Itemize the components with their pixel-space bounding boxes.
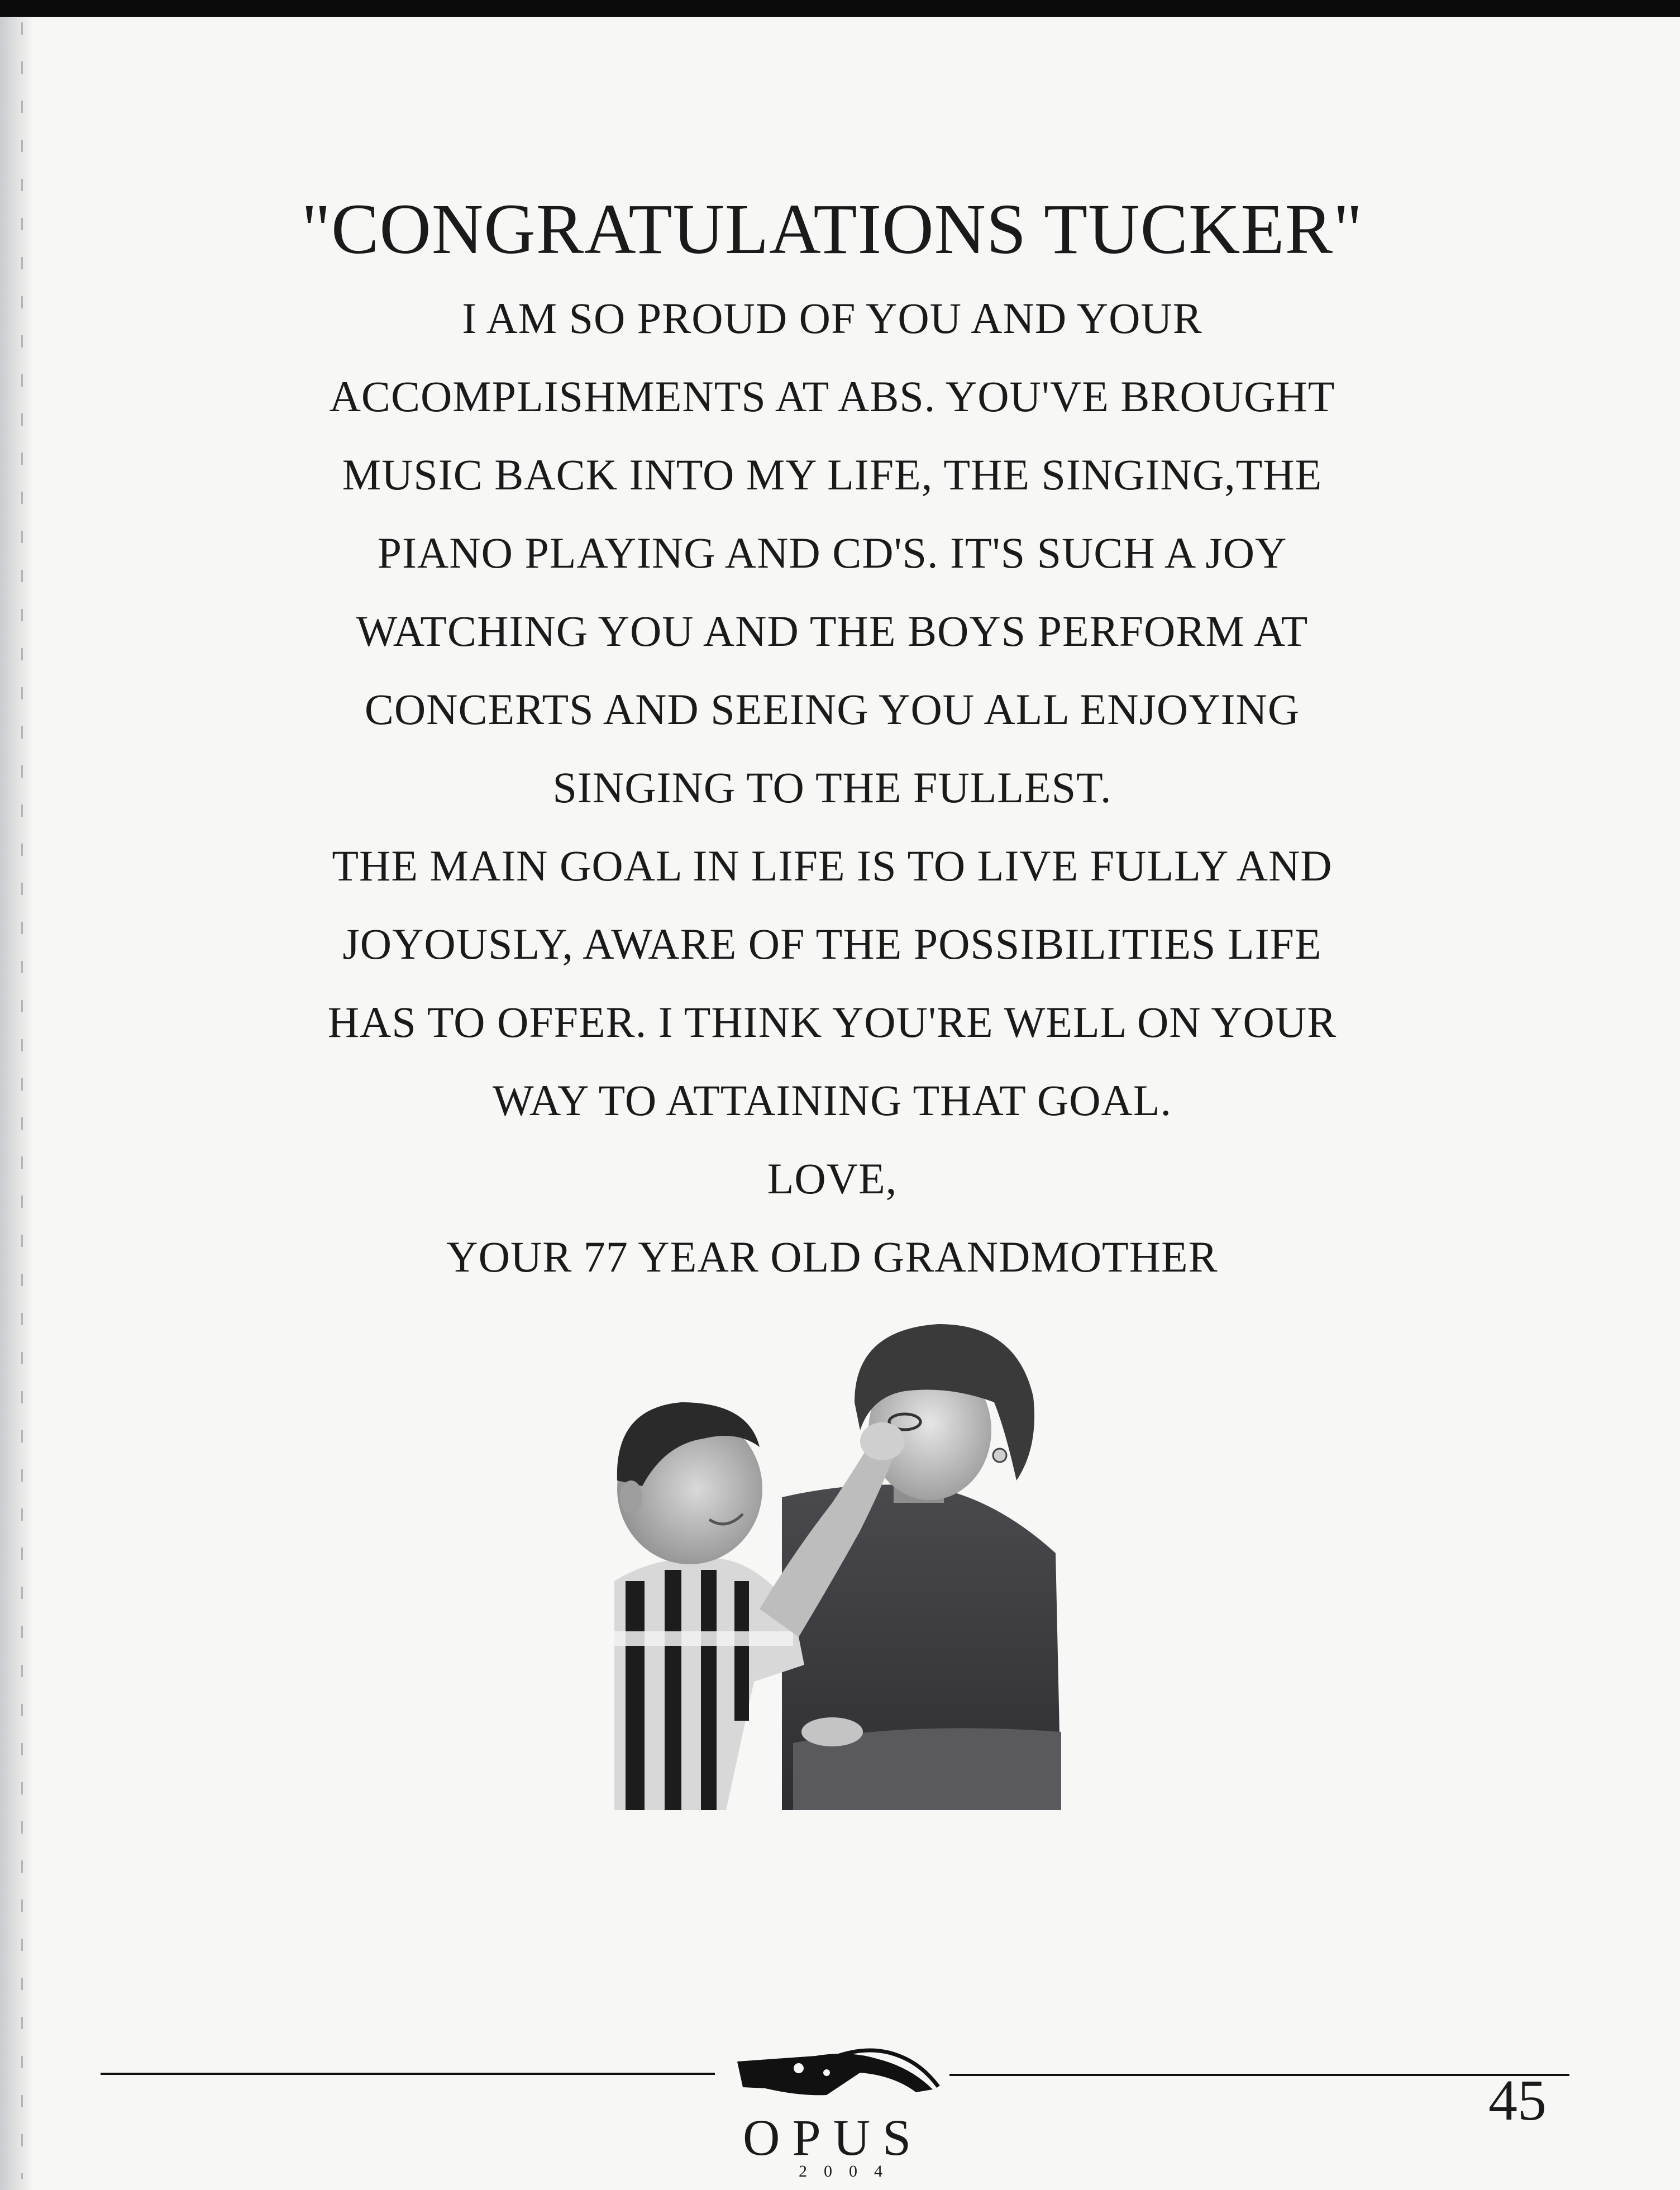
letter-line: I AM SO PROUD OF YOU AND YOUR bbox=[462, 294, 1202, 342]
footer-rule-right bbox=[949, 2074, 1569, 2076]
scan-top-edge bbox=[0, 0, 1680, 17]
letter-signature: YOUR 77 YEAR OLD GRANDMOTHER bbox=[446, 1232, 1218, 1281]
car-silhouette-icon bbox=[732, 2034, 944, 2112]
letter-line: THE MAIN GOAL IN LIFE IS TO LIVE FULLY AND bbox=[332, 841, 1333, 890]
logo-text: OPUS bbox=[743, 2109, 924, 2166]
letter-closing: LOVE, bbox=[767, 1154, 898, 1203]
letter-title: "CONGRATULATIONS TUCKER" bbox=[301, 189, 1363, 269]
page-binding-shadow bbox=[0, 17, 34, 2190]
binding-stitch bbox=[21, 22, 23, 2179]
letter-line: WAY TO ATTAINING THAT GOAL. bbox=[492, 1076, 1172, 1125]
logo-year: 2004 bbox=[799, 2162, 899, 2181]
letter-line: ACCOMPLISHMENTS AT ABS. YOU'VE BROUGHT bbox=[329, 372, 1335, 421]
letter-line: HAS TO OFFER. I THINK YOU'RE WELL ON YOUR bbox=[327, 998, 1337, 1046]
opus-logo bbox=[732, 2034, 944, 2179]
letter-line: WATCHING YOU AND THE BOYS PERFORM AT bbox=[356, 607, 1309, 655]
letter bbox=[168, 179, 1497, 1296]
footer-rule-left bbox=[101, 2073, 715, 2075]
letter-line: MUSIC BACK INTO MY LIFE, THE SINGING,THE bbox=[342, 450, 1323, 499]
photo-boy-and-grandmother bbox=[592, 1318, 1061, 1810]
letter-line: PIANO PLAYING AND CD'S. IT'S SUCH A JOY bbox=[377, 529, 1287, 577]
letter-line: SINGING TO THE FULLEST. bbox=[552, 763, 1112, 812]
letter-line: CONCERTS AND SEEING YOU ALL ENJOYING bbox=[364, 685, 1300, 734]
letter-line: JOYOUSLY, AWARE OF THE POSSIBILITIES LIFE bbox=[342, 920, 1322, 968]
boy-hand bbox=[860, 1422, 905, 1460]
page-number: 45 bbox=[1488, 2068, 1547, 2132]
